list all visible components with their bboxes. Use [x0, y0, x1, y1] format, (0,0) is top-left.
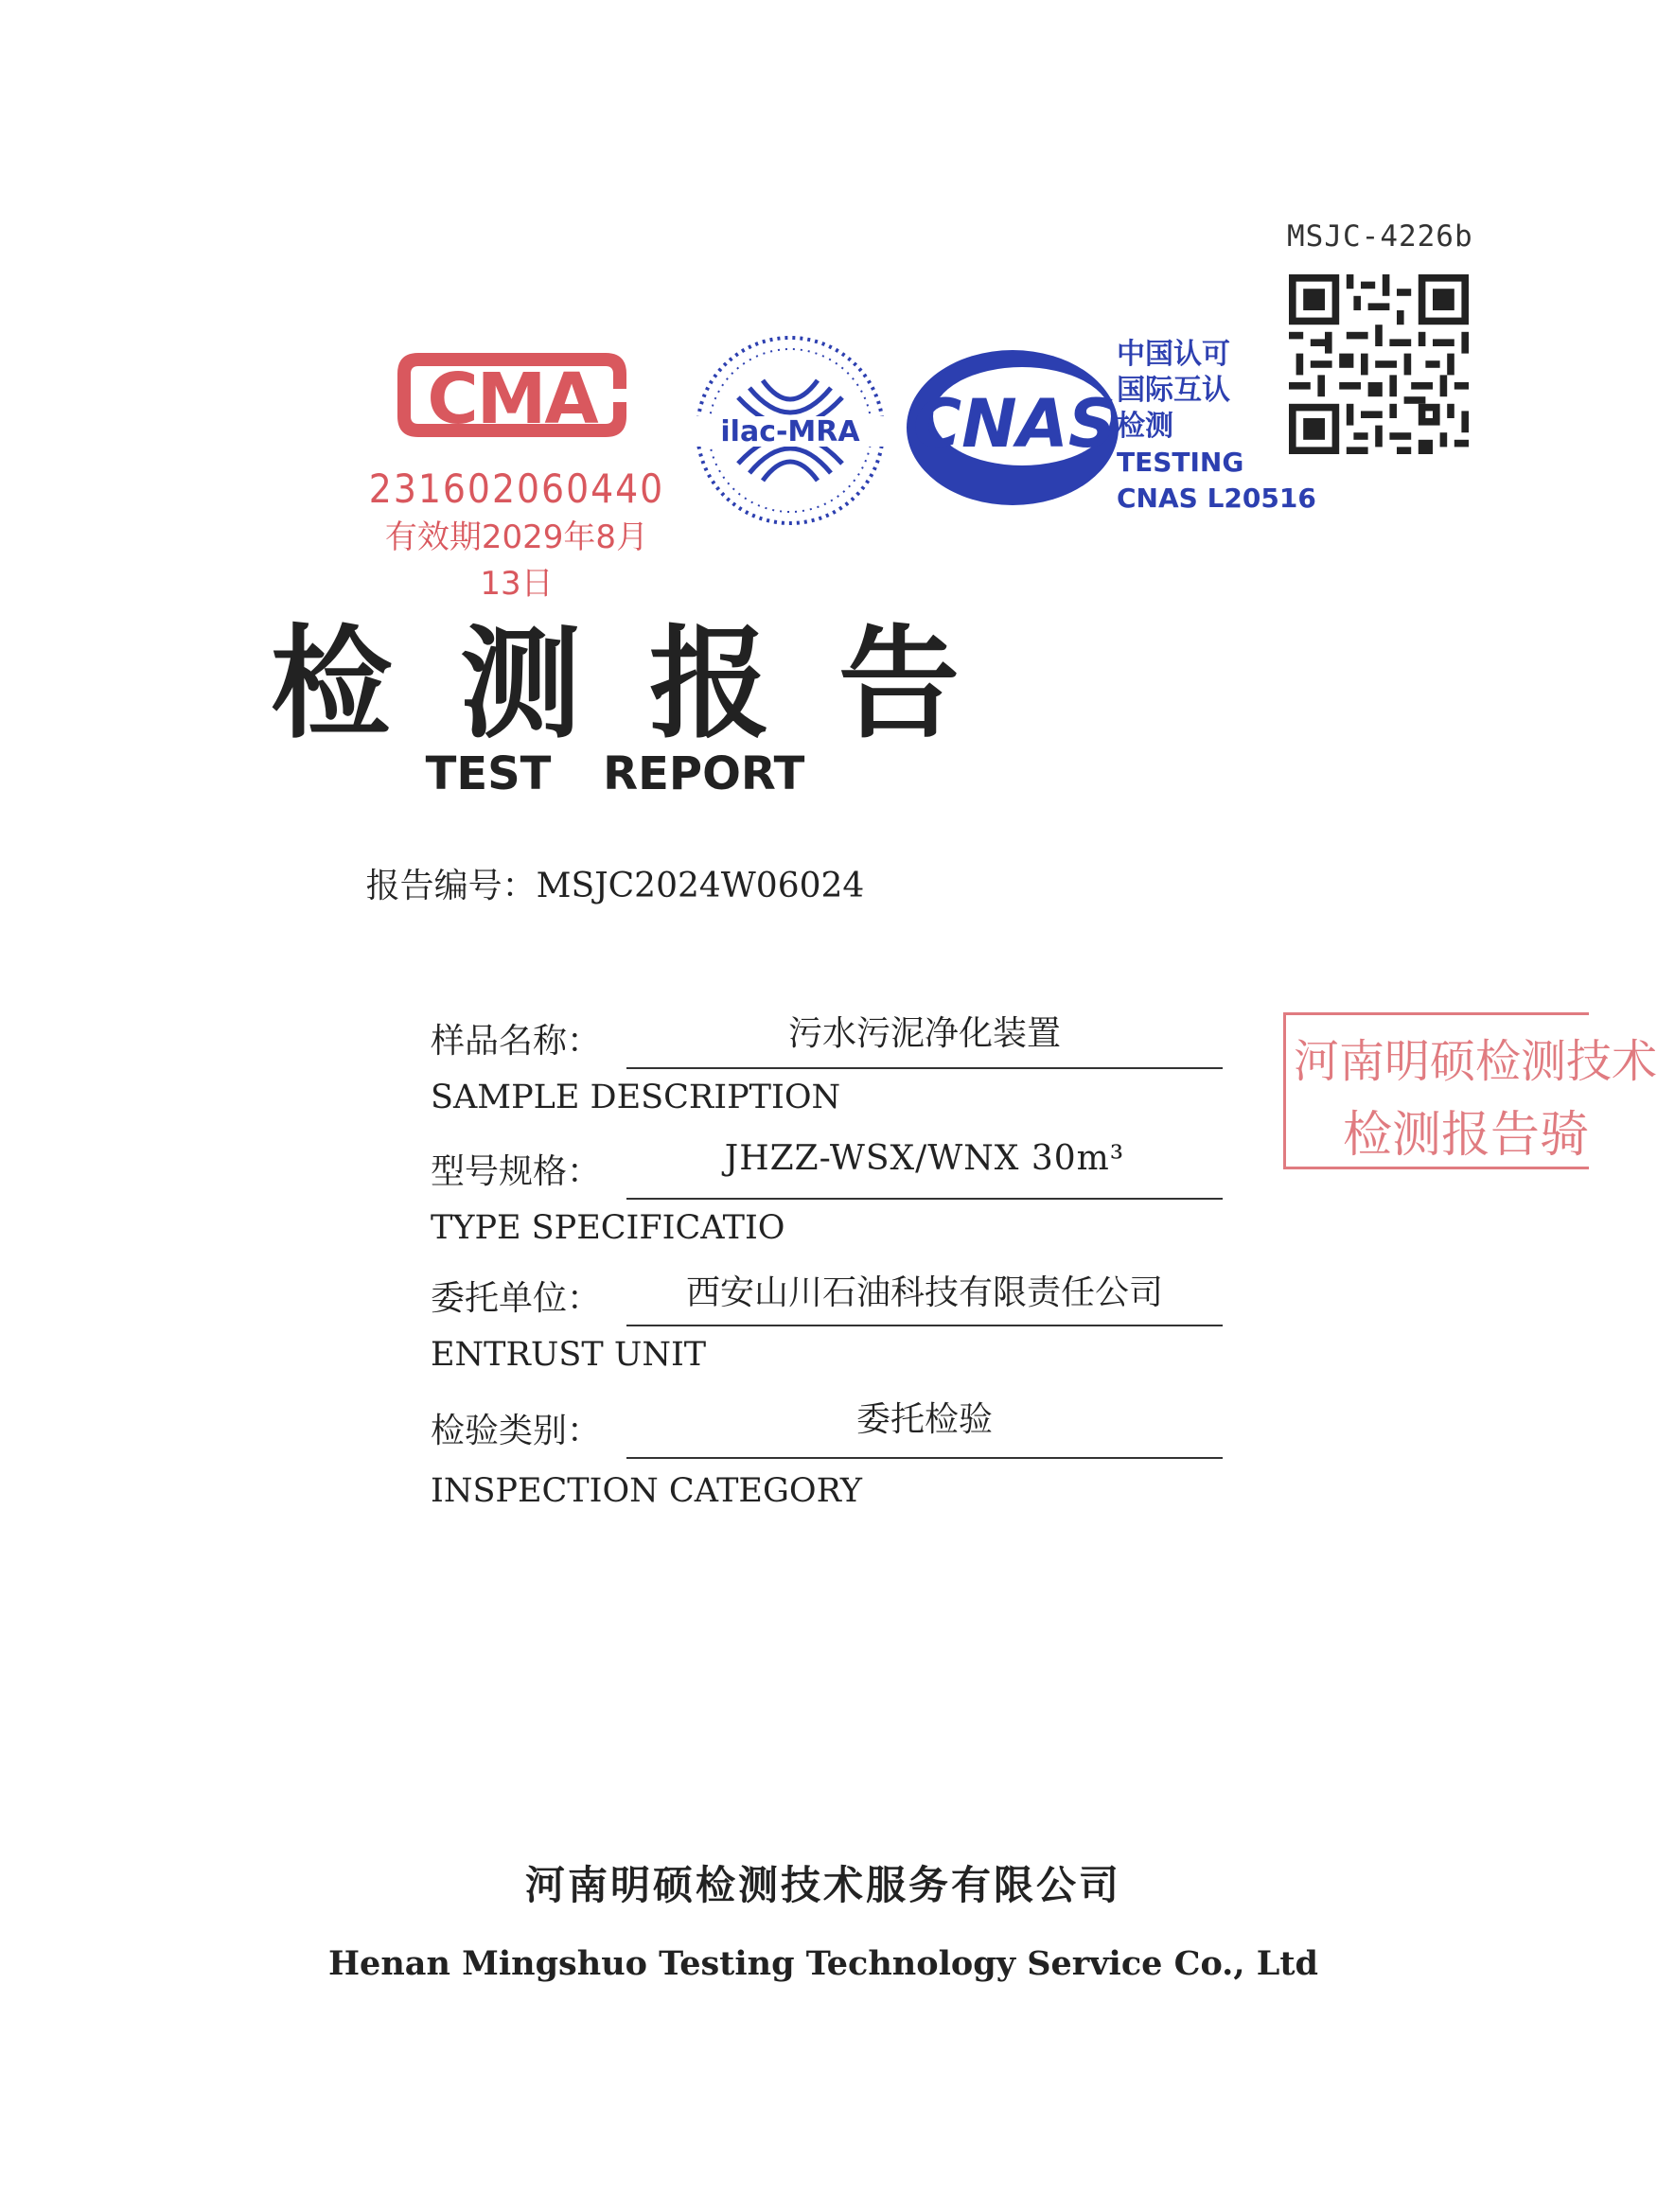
- company-name-cn: 河南明硕检测技术服务有限公司: [524, 1862, 1121, 1908]
- cnas-line-1: 中国认可: [1117, 338, 1230, 371]
- field-label-entrust-unit: 委托单位：: [431, 1279, 602, 1318]
- field-value-type-spec: JHZZ-WSX/WNX 30m³: [724, 1139, 1125, 1178]
- field-label-entrust-unit-en: ENTRUST UNIT: [431, 1336, 707, 1374]
- field-value-inspection-category: 委托检验: [855, 1400, 993, 1439]
- cnas-logo: [899, 342, 1126, 513]
- ilac-logo-text: ilac-MRA: [720, 415, 860, 448]
- report-number: 报告编号：MSJC2024W06024: [365, 867, 865, 905]
- cnas-line-2: 国际互认: [1117, 374, 1230, 407]
- field-value-entrust-unit: 西安山川石油科技有限责任公司: [685, 1273, 1163, 1312]
- seal-line-1: 河南明硕检测技术: [1294, 1035, 1657, 1088]
- company-seal-stamp: [1283, 1012, 1657, 1169]
- cma-validity: 有效期2029年8月13日: [384, 518, 649, 603]
- cma-number: 231602060440: [368, 465, 665, 512]
- field-label-type-spec: 型号规格：: [431, 1152, 602, 1191]
- field-underline: [626, 1325, 1223, 1326]
- ilac-mra-logo: [691, 331, 890, 530]
- field-label-sample-en: SAMPLE DESCRIPTION: [431, 1079, 841, 1116]
- document-code: MSJC-4226b: [1287, 219, 1473, 254]
- field-underline: [626, 1198, 1223, 1200]
- cnas-logo-text: CNAS: [912, 385, 1117, 463]
- field-label-inspection-category: 检验类别：: [431, 1412, 602, 1450]
- report-title-en: TEST REPORT: [425, 747, 805, 800]
- cnas-line-4: TESTING: [1117, 447, 1244, 478]
- field-underline: [626, 1067, 1223, 1069]
- cma-logo-text: CMA: [427, 359, 597, 440]
- field-underline: [626, 1457, 1223, 1459]
- report-title-cn: 检测报告: [270, 613, 1028, 755]
- seal-line-2: 检测报告骑: [1343, 1107, 1590, 1164]
- field-label-type-spec-en: TYPE SPECIFICATIO: [431, 1209, 785, 1247]
- field-label-inspection-category-en: INSPECTION CATEGORY: [431, 1472, 862, 1510]
- field-label-sample-name: 样品名称：: [431, 1022, 602, 1061]
- cma-logo: [390, 336, 634, 454]
- cnas-line-3: 检测: [1117, 410, 1173, 443]
- company-name-en: Henan Mingshuo Testing Technology Service Co., Ltd: [327, 1944, 1318, 1983]
- cnas-caption: [1117, 337, 1316, 517]
- field-value-sample-name: 污水污泥净化装置: [787, 1014, 1061, 1053]
- cnas-line-5: CNAS L20516: [1117, 483, 1316, 514]
